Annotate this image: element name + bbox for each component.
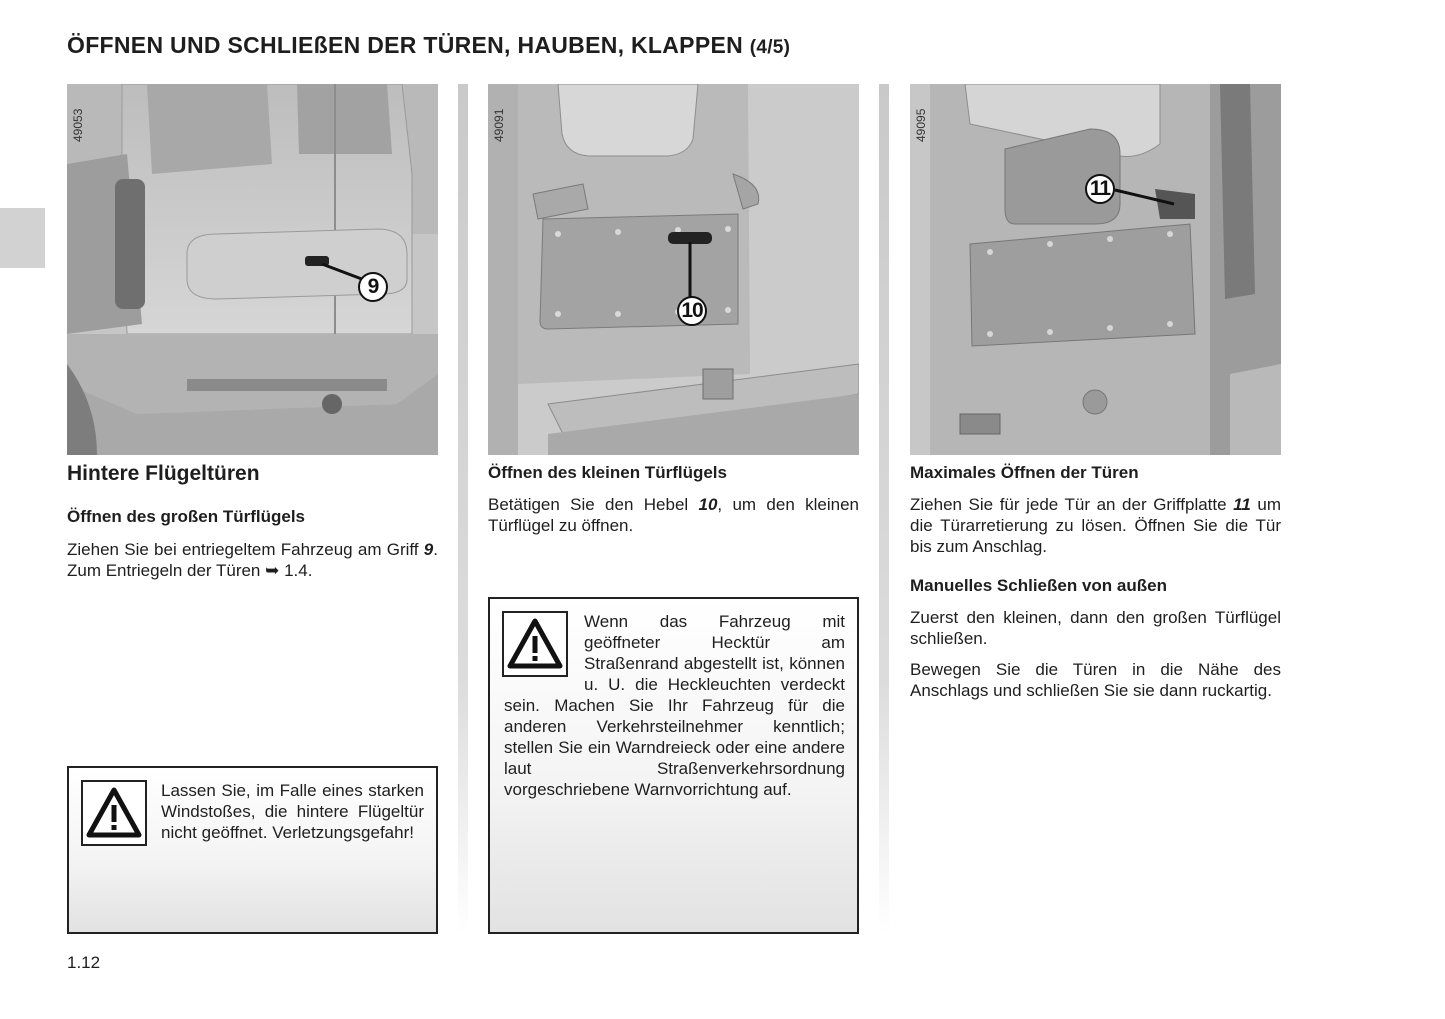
callout-lever: 10: [677, 296, 707, 326]
figure-door-opening: [910, 84, 1281, 455]
page-number: 1.12: [67, 953, 101, 972]
callout-handle: 9: [358, 272, 388, 302]
column-3: [910, 463, 1281, 701]
figure-small-door: [488, 84, 859, 455]
body-paragraph: Bewegen Sie die Türen in die Nähe des Anschlags und schließen Sie sie dann ruckartig.: [910, 660, 1281, 700]
column-2: [488, 463, 859, 536]
reference-number: 10: [698, 495, 718, 514]
figure-code: 49091: [492, 108, 506, 142]
warning-box: [67, 766, 438, 934]
warning-icon: [81, 780, 147, 846]
warning-text: Lassen Sie, im Falle eines starken Windstoßes, die hintere Flügeltür nicht geöffnet. Verletzungsgefahr!: [161, 781, 424, 842]
column-divider: [879, 84, 889, 934]
figure-code: 49095: [914, 108, 928, 142]
door-opening-illustration: [910, 84, 1281, 455]
page-title: [67, 32, 790, 59]
small-door-illustration: [488, 84, 859, 455]
warning-text: Wenn das Fahrzeug mit geöffneter Hecktür am Straßenrand abgestellt ist, können u. U. die Heckleuchten verdeckt sein. Machen Sie Ihr Fahrzeug für die anderen Verkehrsteilnehmer kenntlich; stellen Sie ein Warndreieck oder eine andere laut Straßenverkehrsordnung vorgeschriebene Warnvorrichtung auf.: [504, 612, 845, 799]
body-paragraph: Betätigen Sie den Hebel 10, um den kleinen Türflügel zu öffnen.: [488, 495, 859, 535]
reference-number: 9: [423, 540, 434, 559]
column-1: [67, 462, 438, 581]
body-paragraph: Zuerst den kleinen, dann den großen Türflügel schließen.: [910, 608, 1281, 648]
body-paragraph: Ziehen Sie für jede Tür an der Griffplatte 11 um die Türarretierung zu lösen. Öffnen Sie die Tür bis zum Anschlag.: [910, 495, 1281, 556]
subsection-title: Maximales Öffnen der Türen: [910, 463, 1139, 482]
reference-number: 11: [1233, 495, 1251, 514]
figure-code: 49053: [71, 108, 85, 142]
warning-box: [488, 597, 859, 934]
figure-rear-doors: [67, 84, 438, 455]
page-title-part: (4/5): [749, 37, 791, 58]
section-tab-marker: [0, 208, 45, 268]
section-title: Hintere Flügeltüren: [67, 462, 260, 485]
column-divider: [458, 84, 468, 934]
page-title-main: ÖFFNEN UND SCHLIEßEN DER TÜREN, HAUBEN, KLAPPEN: [67, 32, 744, 58]
subsection-title: Öffnen des kleinen Türflügels: [488, 463, 727, 482]
callout-handle-plate: 11: [1085, 174, 1115, 204]
body-paragraph: Ziehen Sie bei entriegeltem Fahrzeug am Griff 9. Zum Entriegeln der Türen ➥ 1.4.: [67, 540, 438, 580]
subsection-title: Manuelles Schließen von außen: [910, 576, 1167, 595]
rear-doors-illustration: [67, 84, 438, 455]
subsection-title: Öffnen des großen Türflügels: [67, 507, 306, 526]
